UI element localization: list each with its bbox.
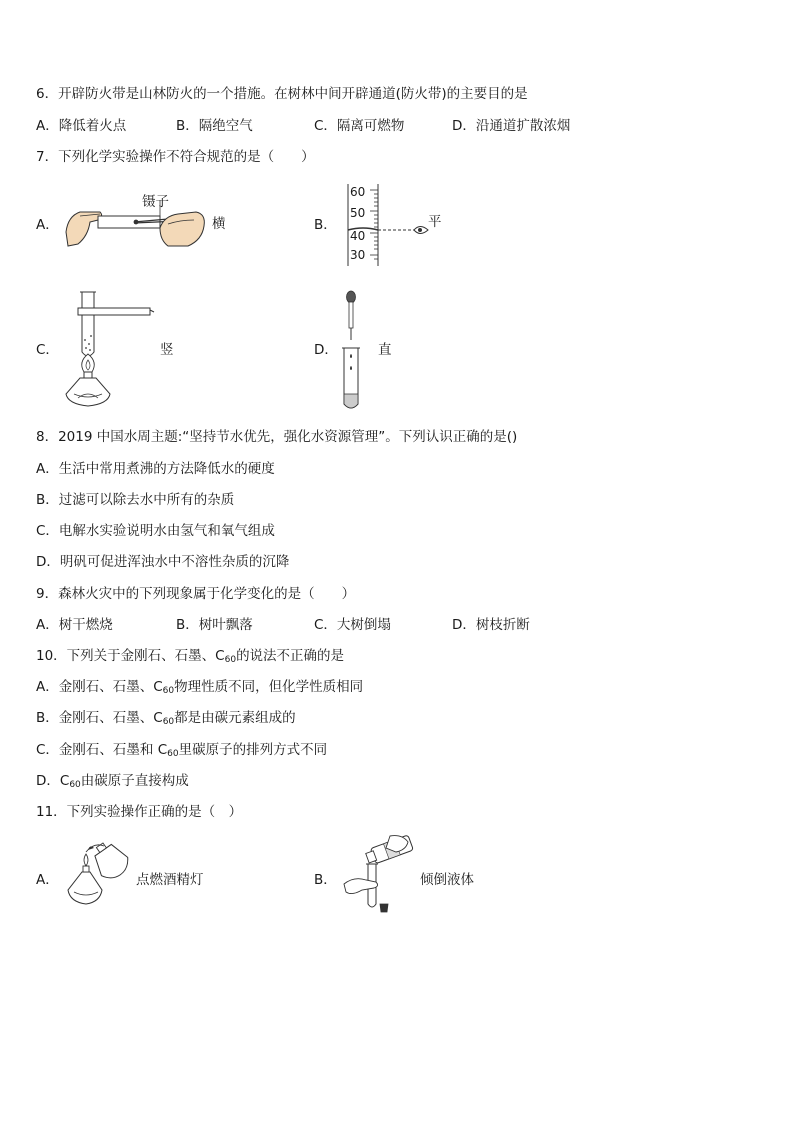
q7-option-c-letter: C． — [36, 342, 59, 358]
q6-option-d: D．沿通道扩散浓烟 — [452, 118, 571, 134]
q7-option-a-letter: A． — [36, 217, 59, 233]
lighting-alcohol-lamp-figure — [64, 838, 134, 910]
cylinder-tick-30: 30 — [350, 248, 366, 262]
cylinder-tick-60: 60 — [350, 185, 366, 199]
dropper-test-tube-figure — [340, 290, 366, 412]
q10-option-c: C．金刚石、石墨和 $C_{60}$里碳原子的排列方式不同 — [36, 742, 328, 759]
pouring-liquid-figure — [340, 834, 416, 918]
q9-option-d: D．树枝折断 — [452, 617, 530, 633]
q8-option-b: B．过滤可以除去水中所有的杂质 — [36, 492, 235, 508]
cylinder-tick-40: 40 — [350, 229, 366, 243]
q6-option-b: B．隔绝空气 — [176, 118, 253, 134]
q6-stem: 6．开辟防火带是山林防火的一个措施。在树林中间开辟通道(防火带)的主要目的是 — [36, 86, 528, 102]
q8-option-a: A．生活中常用煮沸的方法降低水的硬度 — [36, 461, 275, 477]
q9-stem: 9．森林火灾中的下列现象属于化学变化的是（ ） — [36, 586, 356, 602]
q7-option-c-side-label: 竖 — [160, 342, 174, 358]
q11-option-b-label: 倾倒液体 — [420, 872, 474, 888]
q7-option-a-side-label: 横 — [212, 216, 226, 232]
q10-option-b: B．金刚石、石墨、$C_{60}$都是由碳元素组成的 — [36, 710, 296, 727]
q7-option-d-side-label: 直 — [378, 342, 392, 358]
q8-option-c: C．电解水实验说明水由氢气和氧气组成 — [36, 523, 275, 539]
tweezers-label: 镊子 — [142, 194, 169, 210]
q6-option-a: A．降低着火点 — [36, 118, 127, 134]
q6-option-c: C．隔离可燃物 — [314, 118, 405, 134]
q7-stem: 7．下列化学实验操作不符合规范的是（ ） — [36, 149, 315, 165]
cylinder-tick-50: 50 — [350, 206, 366, 220]
q8-option-d: D．明矾可促进浑浊水中不溶性杂质的沉降 — [36, 554, 290, 570]
q9-option-c: C．大树倒塌 — [314, 617, 391, 633]
q7-option-d-letter: D． — [314, 342, 338, 358]
q8-stem: 8．2019 中国水周主题:“坚持节水优先，强化水资源管理”。下列认识正确的是() — [36, 429, 518, 445]
q10-option-d: D．$C_{60}$由碳原子直接构成 — [36, 773, 189, 790]
q10-stem: 10．下列关于金刚石、石墨、$C_{60}$的说法不正确的是 — [36, 648, 345, 665]
q7-option-b-letter: B． — [314, 217, 337, 233]
q7-option-b-side-label: 平 — [428, 214, 442, 230]
q9-option-a: A．树干燃烧 — [36, 617, 113, 633]
q11-option-b-letter: B． — [314, 872, 337, 888]
q10-option-a: A．金刚石、石墨、$C_{60}$物理性质不同，但化学性质相同 — [36, 679, 364, 696]
heating-test-tube-figure — [64, 290, 156, 412]
q11-stem: 11．下列实验操作正确的是（ ） — [36, 804, 243, 820]
q11-option-a-label: 点燃酒精灯 — [136, 872, 204, 888]
q11-option-a-letter: A． — [36, 872, 59, 888]
q9-option-b: B．树叶飘落 — [176, 617, 253, 633]
tweezers-test-tube-figure — [64, 190, 214, 250]
